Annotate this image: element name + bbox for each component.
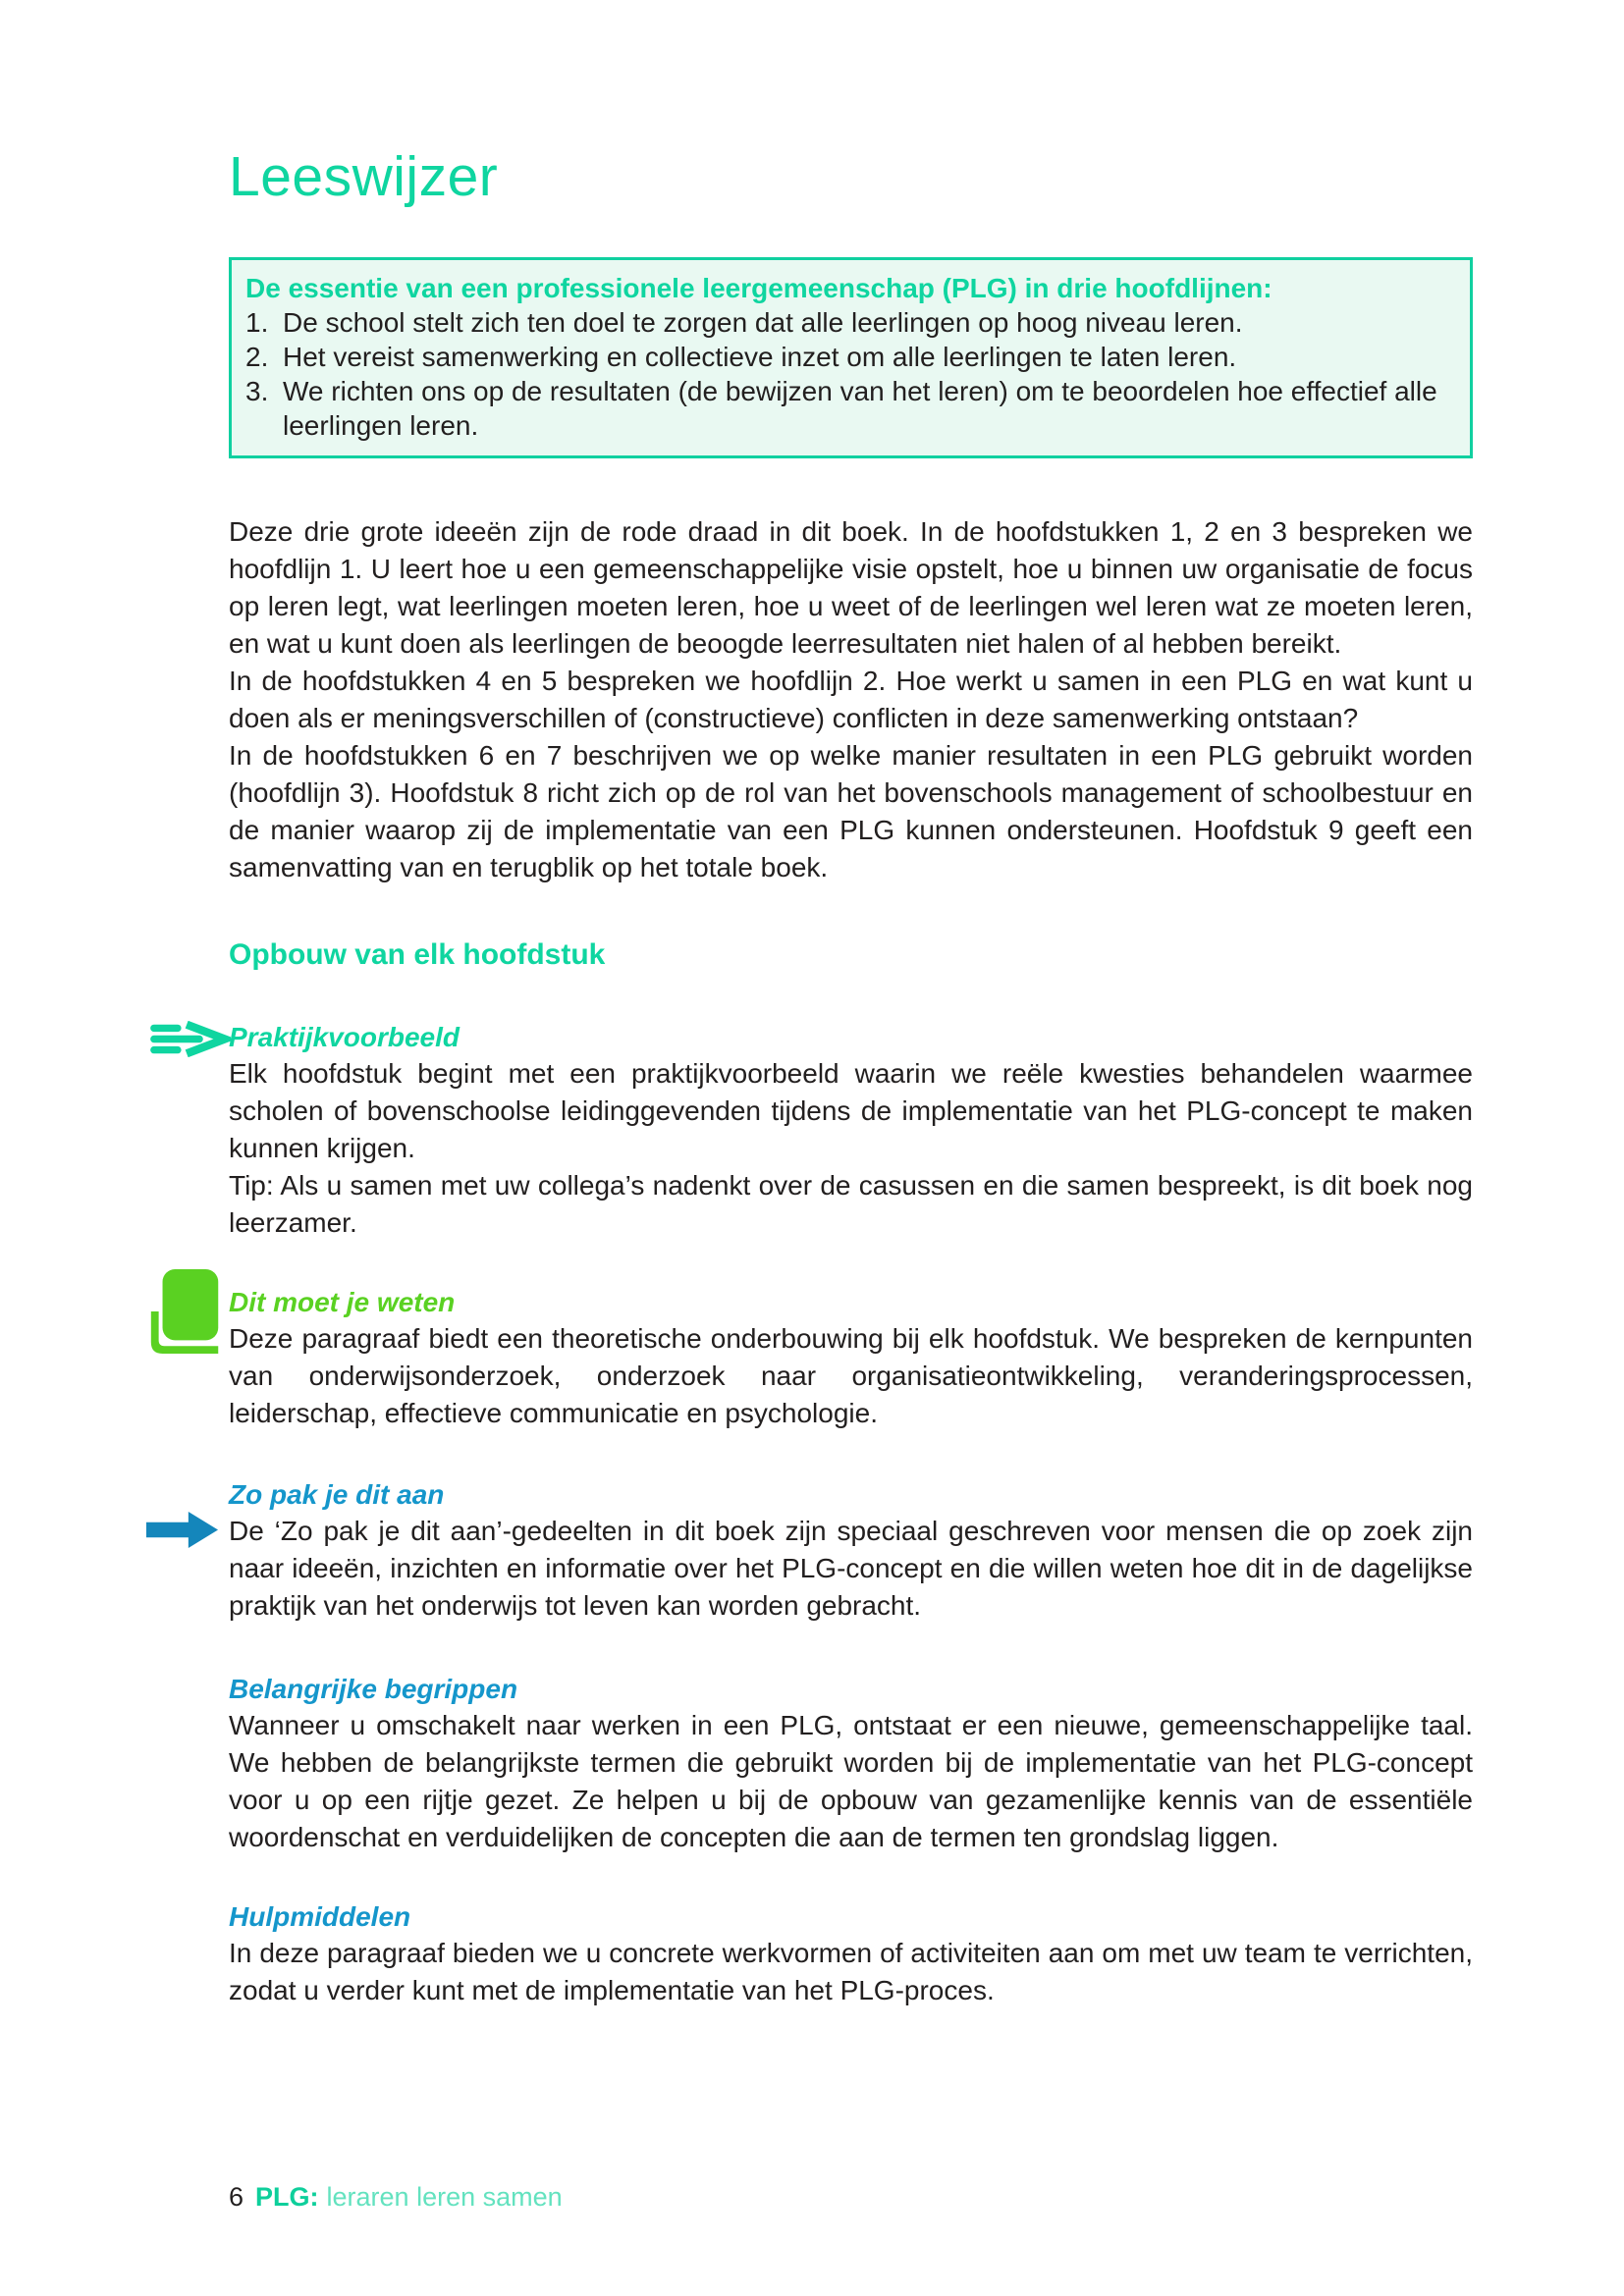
section-praktijkvoorbeeld bbox=[229, 1020, 1473, 1242]
list-item-number: 2. bbox=[245, 342, 269, 372]
essence-box-heading: De essentie van een professionele leergemeenschap (PLG) in drie hoofdlijnen: bbox=[245, 273, 1272, 303]
essence-box bbox=[229, 257, 1473, 458]
list-item bbox=[245, 305, 1454, 340]
subsection-title-belangrijke-begrippen: Belangrijke begrippen bbox=[229, 1674, 518, 1704]
belangrijke-begrippen-body: Wanneer u omschakelt naar werken in een PLG, ontstaat er een nieuwe, gemeenschappelijke taal. We hebben de belangrijkste termen die gebruikt worden bij de implementatie van het PLG-concept voor u op een rijtje gezet. Ze helpen u bij de opbouw van gezamenlijke kennis van de essentiële woordenschat en verduidelijken de concepten die aan de termen ten grondslag liggen. bbox=[229, 1710, 1473, 1852]
intro-paragraph-1: Deze drie grote ideeën zijn de rode draad in dit boek. In de hoofdstukken 1, 2 en 3 bespreken we hoofdlijn 1. U leert hoe u een gemeenschappelijke visie opstelt, hoe u binnen uw organisatie de focus op leren legt, wat leerlingen moeten leren, hoe u weet of de leerlingen wel leren wat ze moeten leren, en wat u kunt doen als leerlingen de beoogde leerresultaten niet halen of al hebben bereikt. bbox=[229, 516, 1473, 659]
subsection-title-dit-moet-je-weten: Dit moet je weten bbox=[229, 1287, 456, 1317]
list-item-text: Het vereist samenwerking en collectieve inzet om alle leerlingen te laten leren. bbox=[283, 342, 1237, 372]
hulpmiddelen-body: In deze paragraaf bieden we u concrete werkvormen of activiteiten aan om met uw team te verrichten, zodat u verder kunt met de implementatie van het PLG-proces. bbox=[229, 1938, 1473, 2005]
book-icon bbox=[146, 1269, 225, 1356]
intro-paragraph-3: In de hoofdstukken 6 en 7 beschrijven we op welke manier resultaten in een PLG gebruikt worden (hoofdlijn 3). Hoofdstuk 8 richt zich op de rol van het bovenschools management of schoolbestuur en de manier waarop zij de implementatie van een PLG kunnen ondersteunen. Hoofdstuk 9 geeft een samenvatting van en terugblik op het totale boek. bbox=[229, 740, 1473, 882]
dit-moet-je-weten-body: Deze paragraaf biedt een theoretische onderbouwing bij elk hoofdstuk. We bespreken de kernpunten van onderwijsonderzoek, onderzoek naar organisatieontwikkeling, veranderingsprocessen, leiderschap, effectieve communicatie en psychologie. bbox=[229, 1323, 1473, 1428]
praktijkvoorbeeld-body: Elk hoofdstuk begint met een praktijkvoorbeeld waarin we reële kwesties behandelen waarmee scholen of bovenschoolse leidinggevenden tijdens de implementatie van het PLG-concept te maken kunnen krijgen. bbox=[229, 1058, 1473, 1163]
arrow-lines-icon bbox=[146, 1021, 231, 1057]
arrow-right-icon bbox=[146, 1510, 219, 1550]
section-heading-opbouw: Opbouw van elk hoofdstuk bbox=[229, 938, 606, 971]
subsection-title-zo-pak-je-dit-aan: Zo pak je dit aan bbox=[229, 1479, 445, 1510]
intro-paragraphs bbox=[229, 513, 1473, 886]
list-item-text: De school stelt zich ten doel te zorgen dat alle leerlingen op hoog niveau leren. bbox=[283, 307, 1243, 338]
list-item bbox=[245, 340, 1454, 374]
section-dit-moet-je-weten bbox=[229, 1285, 1473, 1432]
page-number: 6 bbox=[229, 2182, 244, 2212]
list-item-text: We richten ons op de resultaten (de bewijzen van het leren) om te beoordelen hoe effectief alle leerlingen leren. bbox=[283, 376, 1437, 441]
section-belangrijke-begrippen bbox=[229, 1672, 1473, 1856]
praktijkvoorbeeld-tip: Tip: Als u samen met uw collega’s nadenkt over de casussen en die samen bespreekt, is dit boek nog leerzamer. bbox=[229, 1170, 1473, 1238]
book-abbreviation: PLG: bbox=[255, 2182, 319, 2212]
page-title: Leeswijzer bbox=[229, 145, 499, 208]
section-zo-pak-je-dit-aan bbox=[229, 1477, 1473, 1625]
zo-pak-je-dit-aan-body: De ‘Zo pak je dit aan’-gedeelten in dit boek zijn speciaal geschreven voor mensen die op zoek zijn naar ideeën, inzichten en informatie over het PLG-concept en die willen weten hoe dit in de dagelijkse praktijk van het onderwijs tot leven kan worden gebracht. bbox=[229, 1516, 1473, 1621]
subsection-title-praktijkvoorbeeld: Praktijkvoorbeeld bbox=[229, 1022, 460, 1052]
page-footer bbox=[229, 2181, 563, 2213]
essence-list bbox=[245, 305, 1454, 443]
list-item-number: 1. bbox=[245, 307, 269, 338]
subsection-title-hulpmiddelen: Hulpmiddelen bbox=[229, 1901, 411, 1932]
book-title: leraren leren samen bbox=[326, 2182, 563, 2212]
content-column bbox=[229, 0, 1473, 2009]
list-item-number: 3. bbox=[245, 376, 269, 406]
intro-paragraph-2: In de hoofdstukken 4 en 5 bespreken we hoofdlijn 2. Hoe werkt u samen in een PLG en wat kunt u doen als er meningsverschillen of (constructieve) conflicten in deze samenwerking ontstaan? bbox=[229, 666, 1473, 733]
list-item bbox=[245, 374, 1454, 443]
section-hulpmiddelen bbox=[229, 1899, 1473, 2009]
